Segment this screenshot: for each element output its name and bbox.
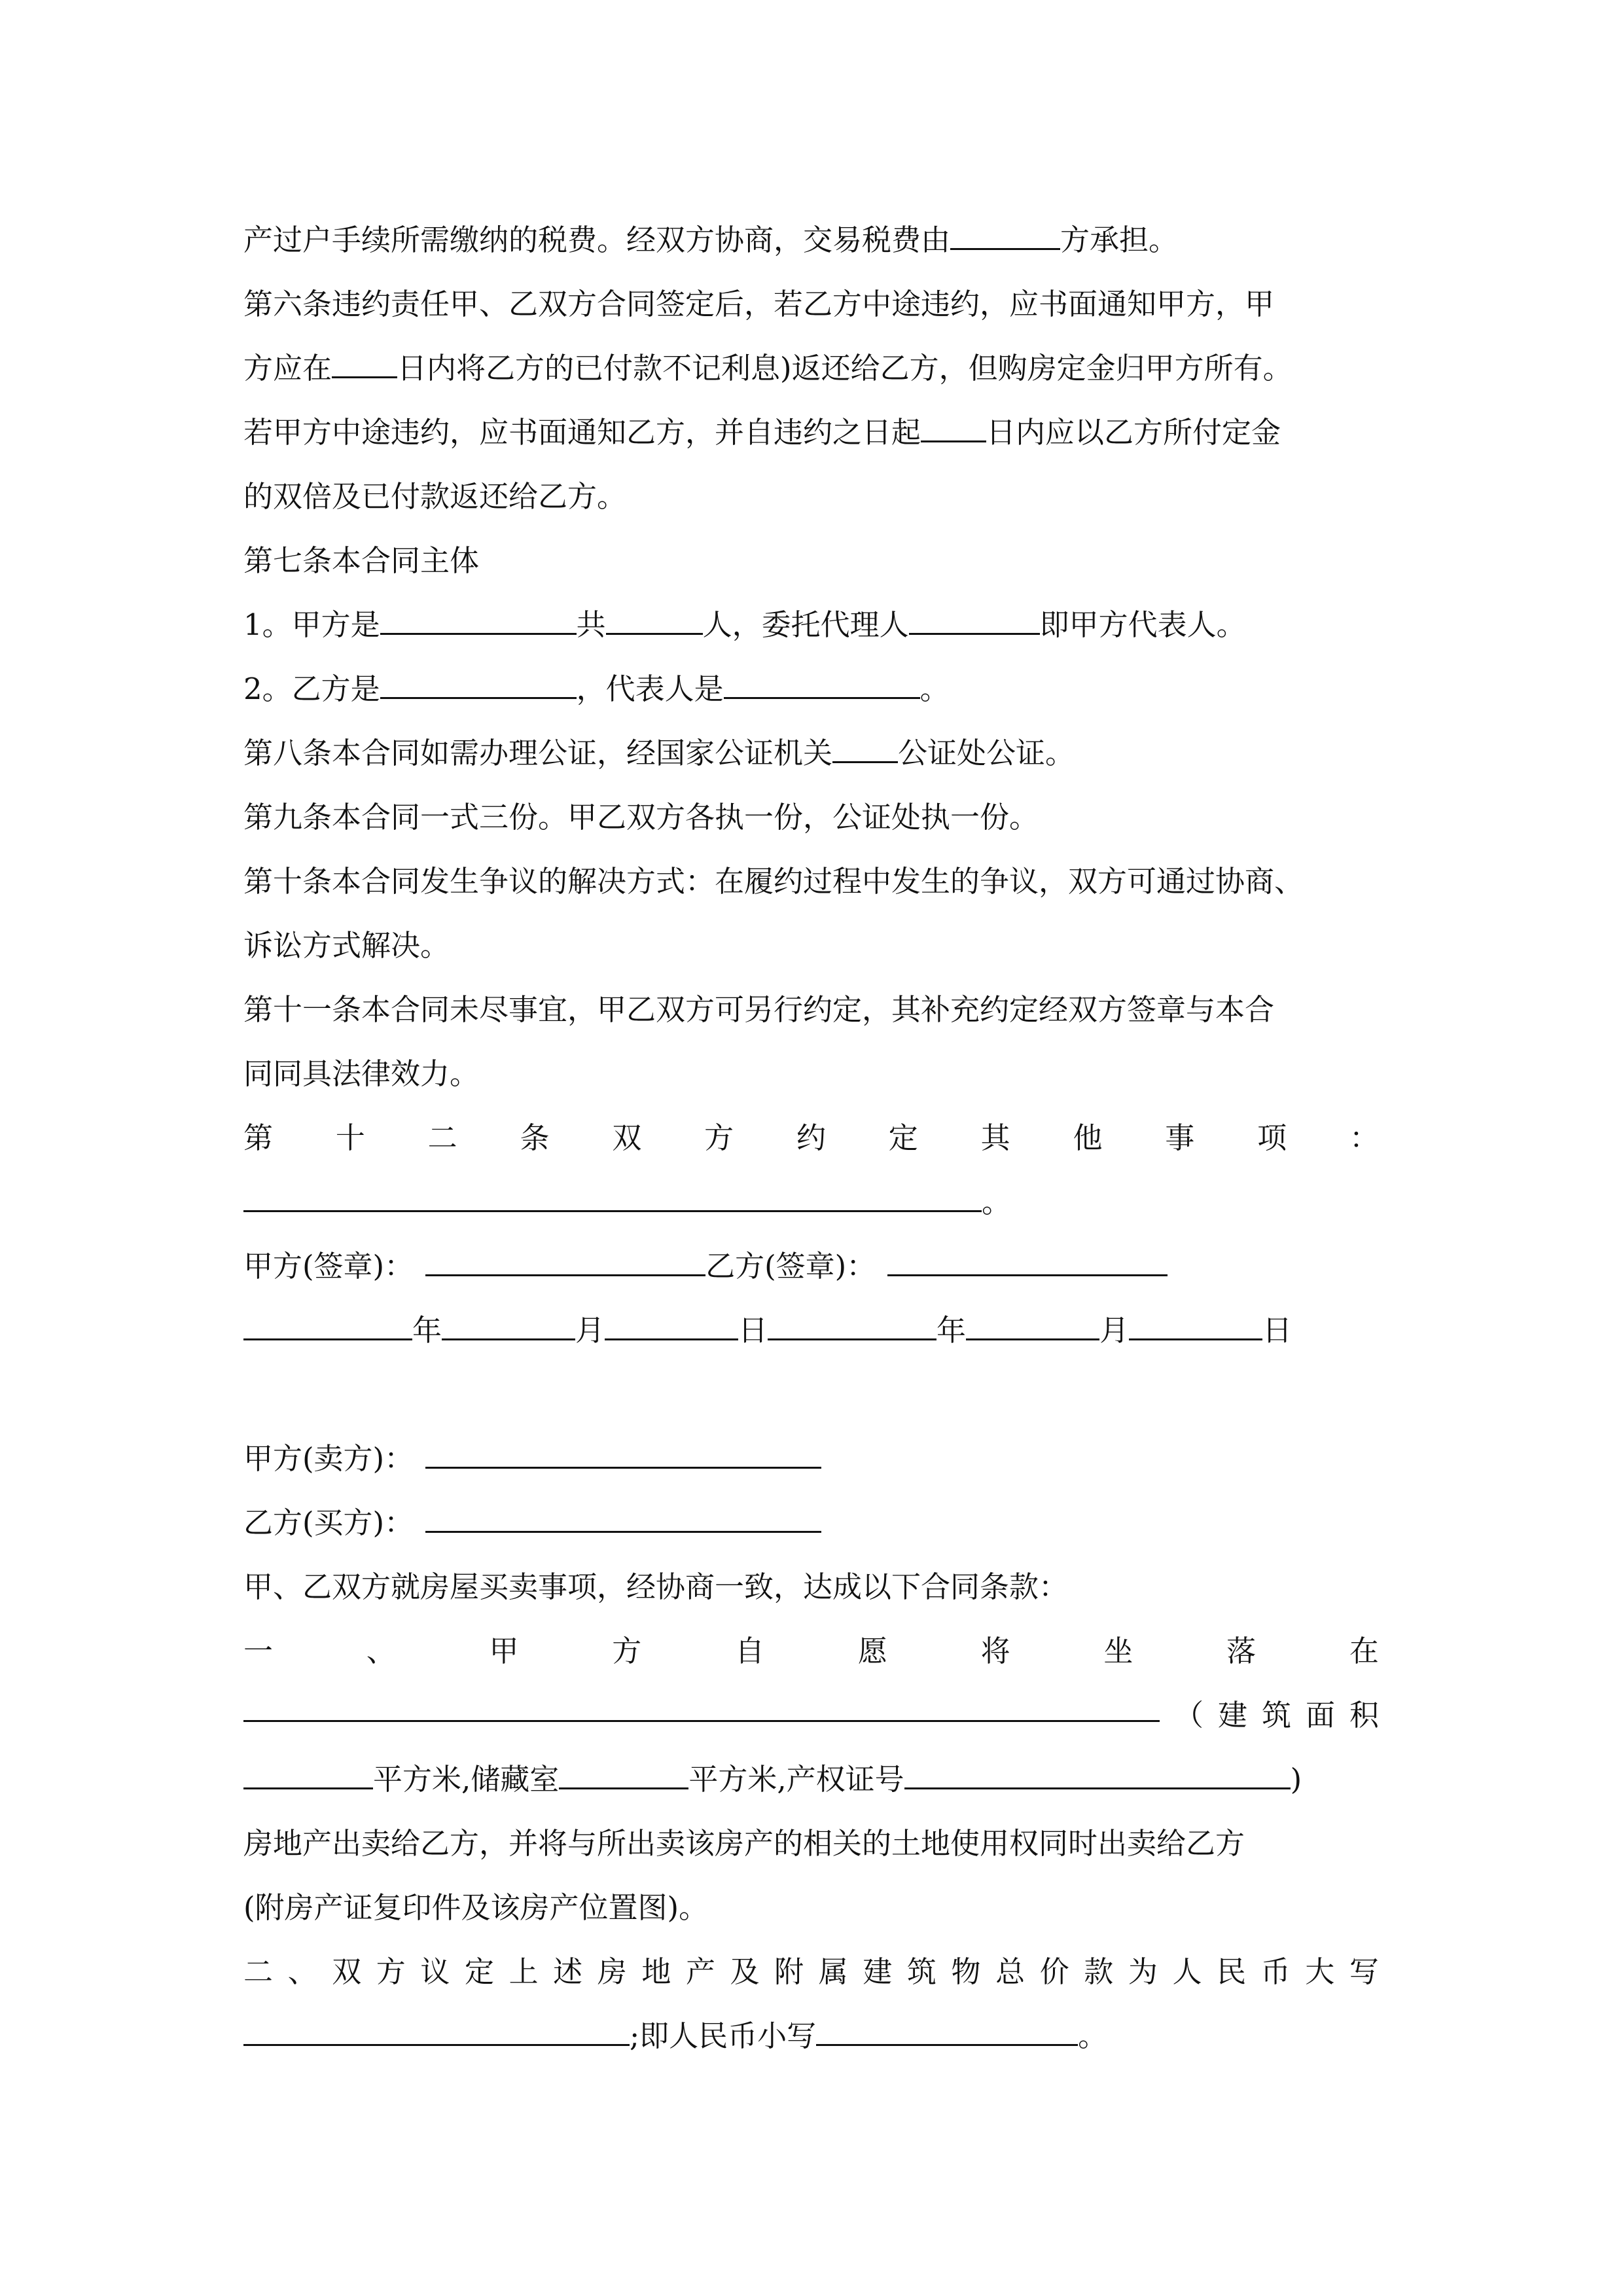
char: 方: [376, 1954, 406, 1989]
text: 日内应以乙方所付定金: [986, 415, 1281, 450]
text: 诉讼方式解决。: [243, 928, 450, 963]
char: 第: [243, 1121, 274, 1155]
char: 落: [1226, 1634, 1257, 1668]
text: 的双倍及已付款返还给乙方。: [243, 479, 627, 514]
text: 即甲方代表人。: [1039, 607, 1246, 642]
month-label: 月: [1099, 1313, 1130, 1348]
buyer-line: [243, 1491, 1379, 1555]
party-b-day-blank[interactable]: [1129, 1302, 1262, 1340]
double-deposit-days-blank[interactable]: [921, 404, 986, 442]
text: 1。甲方是: [243, 607, 380, 642]
text: 人，委托代理人: [702, 607, 909, 642]
clause-5-tax-continuation: [243, 208, 1379, 272]
clause-8-line: [243, 721, 1379, 785]
char: 自: [735, 1634, 765, 1668]
clause-6-seller-breach-line: [243, 401, 1379, 465]
clause-7-party-a-line: [243, 593, 1379, 657]
char: 双: [612, 1121, 642, 1155]
char: （: [1173, 1698, 1204, 1732]
building-area-blank[interactable]: [243, 1751, 373, 1789]
text: 日内将乙方的已付款不记利息)返还给乙方，但购房定金归甲方所有。: [397, 351, 1293, 386]
clause-10-line: [243, 850, 1379, 914]
char: 价: [1039, 1954, 1069, 1989]
clause-6-end-line: [243, 465, 1379, 529]
text: 第六条违约责任甲、乙双方合同签定后，若乙方中途违约，应书面通知甲方，甲: [243, 287, 1275, 321]
char: 坐: [1103, 1634, 1133, 1668]
refund-days-blank[interactable]: [332, 340, 397, 378]
char: 建: [1217, 1698, 1247, 1732]
month-label: 月: [575, 1313, 605, 1348]
char: 上: [508, 1954, 539, 1989]
section-gap: [243, 1363, 1379, 1427]
party-a-name-blank[interactable]: [380, 596, 577, 635]
char: 十: [335, 1121, 365, 1155]
text: 。: [982, 1185, 1012, 1219]
char: 为: [1128, 1954, 1158, 1989]
storage-area-blank[interactable]: [559, 1751, 688, 1789]
char: 愿: [857, 1634, 887, 1668]
text: 。: [1078, 2018, 1108, 2053]
agent-name-blank[interactable]: [909, 596, 1040, 635]
char: 甲: [489, 1634, 519, 1668]
char: 积: [1349, 1698, 1379, 1732]
party-b-signature-blank[interactable]: [887, 1238, 1168, 1276]
party-b-year-blank[interactable]: [768, 1302, 936, 1340]
clause-6-heading-line: [243, 272, 1379, 336]
text: 方承担。: [1060, 223, 1179, 257]
char: 面: [1305, 1698, 1335, 1732]
char: 方: [612, 1634, 642, 1668]
char: 定: [888, 1121, 918, 1155]
article-1-heading: [243, 1619, 1379, 1683]
signature-date-line: [243, 1299, 1379, 1363]
char: 在: [1349, 1634, 1379, 1668]
text: 第九条本合同一式三份。甲乙双方各执一份，公证处执一份。: [243, 800, 1039, 834]
buyer-name-blank[interactable]: [425, 1494, 821, 1533]
char: 双: [332, 1954, 362, 1989]
char: 二: [243, 1954, 274, 1989]
article-1-attachment-line: [243, 1876, 1379, 1940]
text: 。: [919, 672, 950, 706]
tax-bearer-blank[interactable]: [950, 211, 1060, 250]
text: 产过户手续所需缴纳的税费。经双方协商，交易税费由: [243, 223, 951, 257]
party-a-count-blank[interactable]: [606, 596, 703, 635]
char: 项: [1257, 1121, 1287, 1155]
char: 地: [641, 1954, 671, 1989]
seller-name-blank[interactable]: [425, 1430, 821, 1469]
char: 建: [863, 1954, 893, 1989]
text: ;即人民币小写: [630, 2018, 817, 2053]
party-b-name-blank[interactable]: [380, 660, 577, 699]
text: 甲、乙双方就房屋买卖事项，经协商一致，达成以下合同条款：: [243, 1570, 1069, 1604]
contract-page: [243, 208, 1379, 2068]
article-1-transfer-line: [243, 1812, 1379, 1876]
text: 公证处公证。: [898, 736, 1075, 770]
party-a-year-blank[interactable]: [243, 1302, 412, 1340]
text: 第十条本合同发生争议的解决方式：在履约过程中发生的争议，双方可通过协商、: [243, 864, 1304, 899]
clause-7-heading: [243, 529, 1379, 593]
party-b-month-blank[interactable]: [966, 1302, 1099, 1340]
clause-12-blank-line: [243, 1170, 1379, 1234]
seller-line: [243, 1427, 1379, 1491]
char: 房: [597, 1954, 627, 1989]
char: 民: [1217, 1954, 1247, 1989]
text: 平方米,储藏室: [373, 1762, 560, 1797]
char: 属: [818, 1954, 848, 1989]
char: 人: [1172, 1954, 1202, 1989]
party-b-signature-label: 乙方(签章)：: [705, 1249, 876, 1283]
char: 附: [774, 1954, 804, 1989]
char: 、: [287, 1954, 317, 1989]
char: 及: [730, 1954, 760, 1989]
clause-11-end-line: [243, 1042, 1379, 1106]
text: 第七条本合同主体: [243, 543, 480, 578]
char: 将: [980, 1634, 1010, 1668]
clause-10-end-line: [243, 914, 1379, 978]
price-in-words-blank[interactable]: [243, 2007, 630, 2046]
text: (附房产证复印件及该房产位置图)。: [243, 1890, 709, 1925]
clause-6-refund-line: [243, 336, 1379, 401]
char: 、: [366, 1634, 396, 1668]
other-matters-blank[interactable]: [243, 1174, 982, 1212]
buyer-label: 乙方(买方)：: [243, 1505, 414, 1540]
char: 产: [685, 1954, 715, 1989]
party-a-month-blank[interactable]: [442, 1302, 575, 1340]
text: 第十一条本合同未尽事宜，甲乙双方可另行约定，其补充约定经双方签章与本合: [243, 992, 1275, 1027]
article-1-area-line: [243, 1748, 1379, 1812]
party-a-signature-label: 甲方(签章)：: [243, 1249, 414, 1283]
text: 共: [576, 607, 606, 642]
property-certificate-blank[interactable]: [904, 1751, 1291, 1789]
text: 第八条本合同如需办理公证，经国家公证机关: [243, 736, 833, 770]
signature-line: [243, 1234, 1379, 1299]
char: ：: [1349, 1121, 1379, 1155]
seller-label: 甲方(卖方)：: [243, 1441, 414, 1476]
clause-9-line: [243, 785, 1379, 850]
char: 一: [243, 1634, 274, 1668]
clause-11-line: [243, 978, 1379, 1042]
clause-7-party-b-line: [243, 657, 1379, 721]
char: 币: [1260, 1954, 1291, 1989]
char: 事: [1165, 1121, 1195, 1155]
text: 2。乙方是: [243, 672, 380, 706]
char: 定: [464, 1954, 494, 1989]
char: 物: [951, 1954, 981, 1989]
text: ，代表人是: [576, 672, 724, 706]
char: 条: [520, 1121, 550, 1155]
char: 他: [1073, 1121, 1103, 1155]
text: 房地产出卖给乙方，并将与所出卖该房产的相关的土地使用权同时出卖给乙方: [243, 1826, 1245, 1861]
property-address-blank[interactable]: [243, 1683, 1160, 1722]
party-b-representative-blank[interactable]: [724, 660, 920, 699]
party-a-signature-blank[interactable]: [425, 1238, 705, 1276]
notary-office-blank[interactable]: [832, 725, 898, 763]
char: 写: [1349, 1954, 1379, 1989]
char: 二: [427, 1121, 457, 1155]
char: 约: [796, 1121, 826, 1155]
char: 筑: [906, 1954, 936, 1989]
char: 述: [553, 1954, 583, 1989]
char: 总: [995, 1954, 1026, 1989]
char: 议: [420, 1954, 450, 1989]
char: 大: [1305, 1954, 1335, 1989]
text: 若甲方中途违约，应书面通知乙方，并自违约之日起: [243, 415, 921, 450]
text: 平方米,产权证号: [688, 1762, 904, 1797]
clause-12-heading: [243, 1106, 1379, 1170]
article-2-price-line: [243, 2004, 1379, 2068]
char: 筑: [1261, 1698, 1291, 1732]
text: 方应在: [243, 351, 332, 386]
day-label: 日: [1262, 1313, 1293, 1348]
article-1-address-line: [243, 1683, 1379, 1748]
text: ): [1290, 1762, 1302, 1797]
party-a-day-blank[interactable]: [605, 1302, 738, 1340]
char: 其: [980, 1121, 1010, 1155]
text: 同同具法律效力。: [243, 1056, 480, 1091]
day-label: 日: [738, 1313, 768, 1348]
year-label: 年: [412, 1313, 442, 1348]
article-2-heading: [243, 1940, 1379, 2004]
char: 款: [1084, 1954, 1114, 1989]
price-in-figures-blank[interactable]: [816, 2007, 1078, 2046]
year-label: 年: [936, 1313, 967, 1348]
agreement-intro-line: [243, 1555, 1379, 1619]
char: 方: [704, 1121, 734, 1155]
